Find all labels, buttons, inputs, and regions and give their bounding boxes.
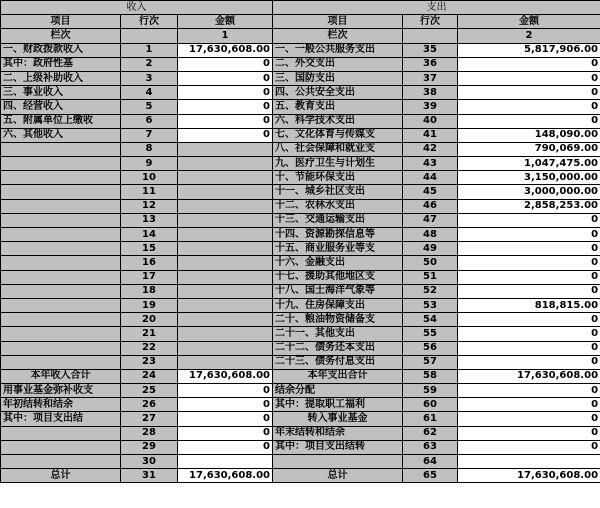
expense-amount-cell: 0: [458, 213, 600, 227]
income-item-cell: [1, 355, 121, 369]
expense-item-cell: 本年支出合计: [273, 369, 403, 383]
income-item-cell: [1, 313, 121, 327]
income-amount-cell: [178, 284, 273, 298]
income-item-cell: 四、经营收入: [1, 100, 121, 114]
expense-line-cell: 62: [403, 426, 458, 440]
income-item-cell: 三、事业收入: [1, 86, 121, 100]
income-line-cell: 25: [121, 384, 178, 398]
table-row: [1, 327, 600, 341]
income-item-cell: 五、附属单位上缴收: [1, 114, 121, 128]
table-row: [1, 455, 600, 469]
income-item-cell: [1, 256, 121, 270]
income-line-cell: 8: [121, 142, 178, 156]
income-item-cell: [1, 228, 121, 242]
expense-line-cell: 52: [403, 284, 458, 298]
expense-line-cell: 41: [403, 128, 458, 142]
expense-amount-cell: 0: [458, 228, 600, 242]
expense-amount-cell: 0: [458, 100, 600, 114]
income-lanci-blank: [121, 29, 178, 43]
expense-item-cell: 十五、商业服务业等支: [273, 242, 403, 256]
table-row: [1, 398, 600, 412]
table-row: [1, 412, 600, 426]
income-item-cell: [1, 440, 121, 454]
income-item-header: 项目: [1, 15, 121, 29]
income-item-cell: [1, 327, 121, 341]
table-row: [1, 256, 600, 270]
table-row: [1, 100, 600, 114]
income-item-cell: [1, 213, 121, 227]
income-amount-cell: [178, 298, 273, 312]
income-amount-cell: [178, 256, 273, 270]
income-item-cell: [1, 341, 121, 355]
income-amount-cell: [178, 228, 273, 242]
income-section-header: 收入: [1, 1, 273, 15]
expense-line-cell: 61: [403, 412, 458, 426]
income-amount-cell: [178, 242, 273, 256]
income-item-cell: [1, 242, 121, 256]
income-amount-cell: 0: [178, 100, 273, 114]
expense-item-cell: 总计: [273, 469, 403, 483]
expense-item-cell: 六、科学技术支出: [273, 114, 403, 128]
expense-amount-cell: 0: [458, 398, 600, 412]
income-amount-cell: 0: [178, 440, 273, 454]
income-line-cell: 20: [121, 313, 178, 327]
table-row: [1, 369, 600, 383]
expense-amount-cell: 818,815.00: [458, 298, 600, 312]
expense-line-cell: 35: [403, 43, 458, 57]
income-lanci-label: 栏次: [1, 29, 121, 43]
income-item-cell: [1, 185, 121, 199]
expense-amount-cell: 790,069.00: [458, 142, 600, 156]
income-item-cell: 年初结转和结余: [1, 398, 121, 412]
expense-item-cell: 十九、住房保障支出: [273, 298, 403, 312]
income-amount-cell: 0: [178, 57, 273, 71]
income-line-cell: 29: [121, 440, 178, 454]
expense-line-cell: 53: [403, 298, 458, 312]
expense-line-cell: 48: [403, 228, 458, 242]
income-item-cell: [1, 298, 121, 312]
income-line-cell: 5: [121, 100, 178, 114]
table-row: [1, 242, 600, 256]
income-item-cell: [1, 284, 121, 298]
expense-item-cell: 五、教育支出: [273, 100, 403, 114]
expense-line-cell: 43: [403, 157, 458, 171]
expense-amount-cell: 0: [458, 341, 600, 355]
expense-amount-header: 金额: [458, 15, 600, 29]
expense-item-cell: 二、外交支出: [273, 57, 403, 71]
income-item-cell: [1, 171, 121, 185]
expense-line-cell: 49: [403, 242, 458, 256]
income-line-cell: 2: [121, 57, 178, 71]
expense-item-cell: 其中：项目支出结转: [273, 440, 403, 454]
expense-line-cell: 40: [403, 114, 458, 128]
expense-line-cell: 55: [403, 327, 458, 341]
expense-item-cell: 二十二、债务还本支出: [273, 341, 403, 355]
income-line-cell: 12: [121, 199, 178, 213]
table-row: [1, 270, 600, 284]
expense-item-cell: 二十、粮油物资储备支: [273, 313, 403, 327]
expense-line-cell: 60: [403, 398, 458, 412]
income-item-cell: 本年收入合计: [1, 369, 121, 383]
expense-line-cell: 42: [403, 142, 458, 156]
table-row: [1, 199, 600, 213]
income-amount-cell: [178, 327, 273, 341]
expense-line-cell: 44: [403, 171, 458, 185]
income-item-cell: 其中：政府性基: [1, 57, 121, 71]
expense-item-cell: 转入事业基金: [273, 412, 403, 426]
expense-item-cell: 九、医疗卫生与计划生: [273, 157, 403, 171]
expense-line-cell: 64: [403, 455, 458, 469]
income-line-cell: 23: [121, 355, 178, 369]
expense-line-cell: 36: [403, 57, 458, 71]
expense-amount-cell: 0: [458, 412, 600, 426]
table-row: [1, 284, 600, 298]
expense-amount-cell: 0: [458, 313, 600, 327]
expense-amount-cell: 2,858,253.00: [458, 199, 600, 213]
expense-line-cell: 54: [403, 313, 458, 327]
table-row: [1, 213, 600, 227]
income-item-cell: 用事业基金弥补收支: [1, 384, 121, 398]
income-line-cell: 11: [121, 185, 178, 199]
expense-line-cell: 47: [403, 213, 458, 227]
expense-amount-cell: 3,000,000.00: [458, 185, 600, 199]
expense-lanci-number: 2: [458, 29, 600, 43]
income-item-cell: [1, 455, 121, 469]
expense-amount-cell: 0: [458, 270, 600, 284]
income-line-cell: 15: [121, 242, 178, 256]
income-amount-cell: [178, 270, 273, 284]
table-row: [1, 142, 600, 156]
expense-item-cell: 十四、资源勘探信息等: [273, 228, 403, 242]
income-item-cell: 六、其他收入: [1, 128, 121, 142]
income-amount-cell: 17,630,608.00: [178, 369, 273, 383]
income-lanci-number: 1: [178, 29, 273, 43]
expense-item-cell: 十三、交通运输支出: [273, 213, 403, 227]
expense-item-cell: 四、公共安全支出: [273, 86, 403, 100]
table-row: [1, 384, 600, 398]
income-line-cell: 7: [121, 128, 178, 142]
expense-line-cell: 50: [403, 256, 458, 270]
income-amount-cell: 0: [178, 412, 273, 426]
column-header-row: [1, 15, 600, 29]
income-amount-cell: 0: [178, 86, 273, 100]
income-line-cell: 13: [121, 213, 178, 227]
income-item-cell: [1, 199, 121, 213]
expense-amount-cell: 17,630,608.00: [458, 369, 600, 383]
income-line-cell: 28: [121, 426, 178, 440]
income-item-cell: 一、财政拨款收入: [1, 43, 121, 57]
table-row: [1, 171, 600, 185]
income-amount-cell: 0: [178, 71, 273, 85]
table-row: [1, 43, 600, 57]
table-row: [1, 426, 600, 440]
income-item-cell: 其中：项目支出结: [1, 412, 121, 426]
expense-amount-cell: 0: [458, 284, 600, 298]
table-row: [1, 86, 600, 100]
income-line-cell: 4: [121, 86, 178, 100]
expense-line-cell: 37: [403, 71, 458, 85]
expense-amount-cell: 0: [458, 86, 600, 100]
expense-line-cell: 58: [403, 369, 458, 383]
income-amount-cell: [178, 142, 273, 156]
income-line-cell: 17: [121, 270, 178, 284]
expense-amount-cell: [458, 455, 600, 469]
expense-amount-cell: 148,090.00: [458, 128, 600, 142]
income-item-cell: [1, 157, 121, 171]
expense-line-cell: 46: [403, 199, 458, 213]
expense-line-cell: 39: [403, 100, 458, 114]
expense-line-cell: 63: [403, 440, 458, 454]
income-amount-cell: [178, 341, 273, 355]
income-line-cell: 14: [121, 228, 178, 242]
expense-item-cell: 年末结转和结余: [273, 426, 403, 440]
income-line-cell: 21: [121, 327, 178, 341]
income-amount-cell: 0: [178, 426, 273, 440]
expense-item-cell: 结余分配: [273, 384, 403, 398]
expense-item-header: 项目: [273, 15, 403, 29]
expense-line-cell: 45: [403, 185, 458, 199]
expense-amount-cell: 3,150,000.00: [458, 171, 600, 185]
expense-amount-cell: 5,817,906.00: [458, 43, 600, 57]
expense-item-cell: 二十三、债务付息支出: [273, 355, 403, 369]
section-header-row: [1, 1, 600, 15]
income-line-cell: 22: [121, 341, 178, 355]
income-item-cell: 总计: [1, 469, 121, 483]
expense-amount-cell: 0: [458, 327, 600, 341]
income-line-cell: 10: [121, 171, 178, 185]
expense-amount-cell: 0: [458, 426, 600, 440]
expense-item-cell: 其中：提取职工福利: [273, 398, 403, 412]
expense-item-cell: 十、节能环保支出: [273, 171, 403, 185]
expense-line-cell: 56: [403, 341, 458, 355]
expense-section-header: 支出: [273, 1, 600, 15]
income-amount-cell: [178, 455, 273, 469]
income-line-cell: 26: [121, 398, 178, 412]
expense-amount-cell: 1,047,475.00: [458, 157, 600, 171]
income-amount-cell: [178, 199, 273, 213]
expense-item-cell: 七、文化体育与传媒支: [273, 128, 403, 142]
income-item-cell: [1, 426, 121, 440]
table-row: [1, 341, 600, 355]
expense-line-header: 行次: [403, 15, 458, 29]
income-amount-cell: [178, 213, 273, 227]
income-line-cell: 30: [121, 455, 178, 469]
table-row: [1, 71, 600, 85]
expense-amount-cell: 0: [458, 114, 600, 128]
income-line-cell: 3: [121, 71, 178, 85]
table-row: [1, 355, 600, 369]
expense-item-cell: 八、社会保障和就业支: [273, 142, 403, 156]
expense-item-cell: 十二、农林水支出: [273, 199, 403, 213]
expense-lanci-label: 栏次: [273, 29, 403, 43]
expense-lanci-blank: [403, 29, 458, 43]
income-amount-cell: 0: [178, 114, 273, 128]
expense-item-cell: [273, 455, 403, 469]
income-line-cell: 31: [121, 469, 178, 483]
expense-item-cell: 一、一般公共服务支出: [273, 43, 403, 57]
table-row: [1, 57, 600, 71]
table-row: [1, 469, 600, 483]
expense-item-cell: 十六、金融支出: [273, 256, 403, 270]
table-row: [1, 114, 600, 128]
income-amount-cell: 0: [178, 398, 273, 412]
table-row: [1, 313, 600, 327]
expense-line-cell: 65: [403, 469, 458, 483]
table-row: [1, 440, 600, 454]
expense-line-cell: 51: [403, 270, 458, 284]
table-row: [1, 228, 600, 242]
income-amount-cell: 17,630,608.00: [178, 43, 273, 57]
expense-item-cell: 十七、援助其他地区支: [273, 270, 403, 284]
income-amount-cell: [178, 171, 273, 185]
income-item-cell: [1, 142, 121, 156]
expense-amount-cell: 0: [458, 256, 600, 270]
table-row: [1, 157, 600, 171]
income-amount-cell: [178, 185, 273, 199]
income-amount-cell: 0: [178, 128, 273, 142]
expense-item-cell: 十八、国土海洋气象等: [273, 284, 403, 298]
expense-item-cell: 十一、城乡社区支出: [273, 185, 403, 199]
column-number-row: [1, 29, 600, 43]
expense-amount-cell: 17,630,608.00: [458, 469, 600, 483]
expense-amount-cell: 0: [458, 242, 600, 256]
income-item-cell: 二、上级补助收入: [1, 71, 121, 85]
income-line-cell: 27: [121, 412, 178, 426]
income-amount-cell: 0: [178, 384, 273, 398]
expense-line-cell: 57: [403, 355, 458, 369]
expense-amount-cell: 0: [458, 440, 600, 454]
expense-amount-cell: 0: [458, 355, 600, 369]
income-item-cell: [1, 270, 121, 284]
expense-amount-cell: 0: [458, 57, 600, 71]
expense-item-cell: 二十一、其他支出: [273, 327, 403, 341]
income-line-cell: 6: [121, 114, 178, 128]
table-row: [1, 128, 600, 142]
income-line-cell: 18: [121, 284, 178, 298]
table-row: [1, 298, 600, 312]
expense-item-cell: 三、国防支出: [273, 71, 403, 85]
income-line-cell: 9: [121, 157, 178, 171]
income-amount-cell: [178, 355, 273, 369]
expense-line-cell: 59: [403, 384, 458, 398]
income-amount-cell: 17,630,608.00: [178, 469, 273, 483]
expense-line-cell: 38: [403, 86, 458, 100]
income-line-cell: 19: [121, 298, 178, 312]
income-amount-cell: [178, 313, 273, 327]
expense-amount-cell: 0: [458, 71, 600, 85]
expense-amount-cell: 0: [458, 384, 600, 398]
income-line-header: 行次: [121, 15, 178, 29]
table-row: [1, 185, 600, 199]
income-amount-cell: [178, 157, 273, 171]
income-line-cell: 24: [121, 369, 178, 383]
income-amount-header: 金额: [178, 15, 273, 29]
income-line-cell: 16: [121, 256, 178, 270]
income-line-cell: 1: [121, 43, 178, 57]
